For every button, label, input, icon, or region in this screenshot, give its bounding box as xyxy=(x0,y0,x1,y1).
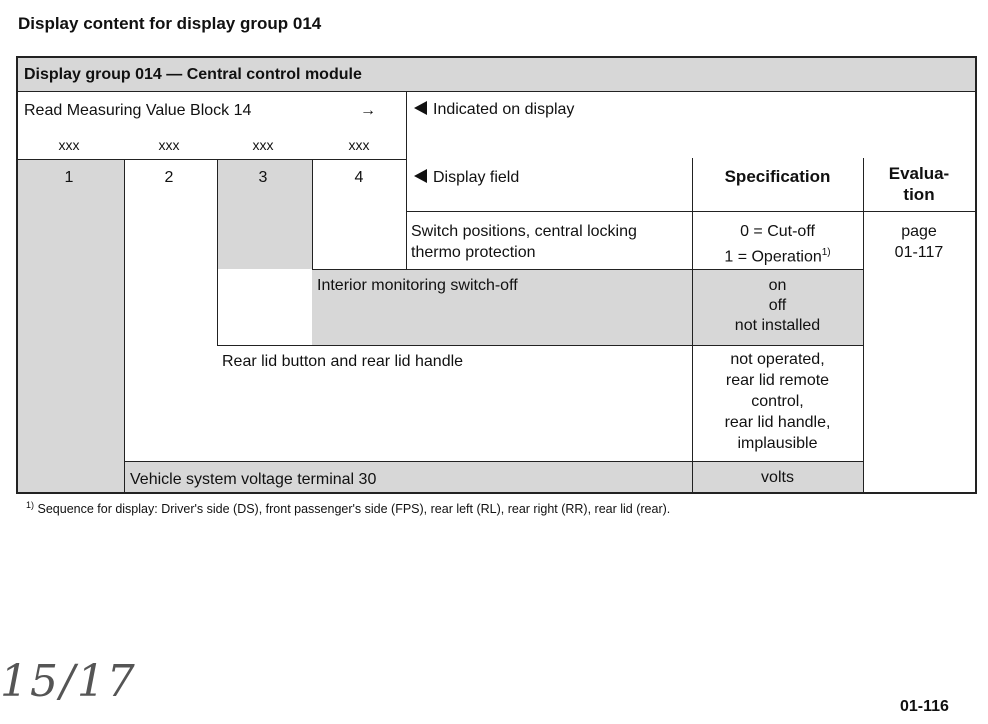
row-2-spec-line5: implausible xyxy=(737,435,818,452)
row-4-spec-line2 xyxy=(692,243,863,267)
footnote-ref: 1) xyxy=(821,247,831,258)
field-number-2: 2 xyxy=(164,169,174,186)
row-4-evaluation-line2: 01-117 xyxy=(894,244,944,261)
rule-row-3-bottom xyxy=(217,345,863,346)
footnote xyxy=(26,500,670,516)
left-triangle-icon xyxy=(414,169,427,183)
group-title: Display group 014 — Central control module xyxy=(24,66,362,83)
row-2-spec-line4: rear lid handle, xyxy=(724,414,831,431)
row-2-spec-line3: control, xyxy=(751,393,804,410)
evaluation-header-line1: Evalua- xyxy=(888,164,950,183)
right-arrow: → xyxy=(360,102,376,119)
row-4-description-line2: thermo protection xyxy=(411,244,536,261)
rule-field-3-right xyxy=(312,159,313,269)
placeholder-2: xxx xyxy=(158,137,180,153)
rule-field-2-right xyxy=(217,159,218,345)
indicated-label xyxy=(414,100,574,120)
row-1-description: Vehicle system voltage terminal 30 xyxy=(130,471,377,488)
row-3-spec-line3: not installed xyxy=(734,317,821,334)
indicated-label-text: Indicated on display xyxy=(433,101,575,118)
display-field-text: Display field xyxy=(433,169,520,186)
rule-under-spec-header xyxy=(406,211,975,212)
page-heading: Display content for display group 014 xyxy=(18,14,322,33)
footnote-marker: 1) xyxy=(26,500,35,510)
rule-indicated-left xyxy=(406,91,407,269)
row-2-spec-line1: not operated, xyxy=(730,351,825,368)
row-3-spec-line2: off xyxy=(768,297,787,314)
page-number: 01-116 xyxy=(900,698,949,715)
placeholder-1: xxx xyxy=(58,137,80,153)
rule-field-1-right xyxy=(124,159,125,492)
rule-row-4-bottom xyxy=(312,269,863,270)
evaluation-header-line2: tion xyxy=(903,185,935,204)
row-3-spec-line1: on xyxy=(768,277,787,294)
field-number-3: 3 xyxy=(258,169,268,186)
rule-row-2-bottom xyxy=(124,461,863,462)
rule-spec-right xyxy=(863,158,864,492)
row-4-description-line1: Switch positions, central locking xyxy=(411,223,637,240)
rule-under-placeholders xyxy=(18,159,406,160)
row-2-spec-line2: rear lid remote xyxy=(725,372,830,389)
handwritten-note: 15/17 xyxy=(0,656,137,707)
field-number-4: 4 xyxy=(354,169,364,186)
placeholder-3: xxx xyxy=(252,137,274,153)
left-triangle-icon xyxy=(414,101,427,115)
placeholder-4: xxx xyxy=(348,137,370,153)
row-4-spec-line2-text: 1 = Operation xyxy=(724,248,822,266)
field-1-column-shading xyxy=(18,159,124,492)
footnote-text: Sequence for display: Driver's side (DS), front passenger's side (FPS), rear left (RL), rear right (RR), rear lid (rear). xyxy=(37,502,671,517)
row-4-spec-line1: 0 = Cut-off xyxy=(740,223,815,240)
display-group-table xyxy=(16,56,977,494)
row-1-spec: volts xyxy=(761,469,794,486)
specification-header: Specification xyxy=(724,167,831,186)
field-number-1: 1 xyxy=(64,169,74,186)
rule-under-title xyxy=(18,91,975,92)
display-field-label xyxy=(414,168,519,188)
row-3-description: Interior monitoring switch-off xyxy=(317,277,518,294)
read-measuring-label: Read Measuring Value Block 14 xyxy=(24,102,252,119)
row-4-evaluation-line1: page xyxy=(901,223,937,240)
row-2-description: Rear lid button and rear lid handle xyxy=(222,353,464,370)
